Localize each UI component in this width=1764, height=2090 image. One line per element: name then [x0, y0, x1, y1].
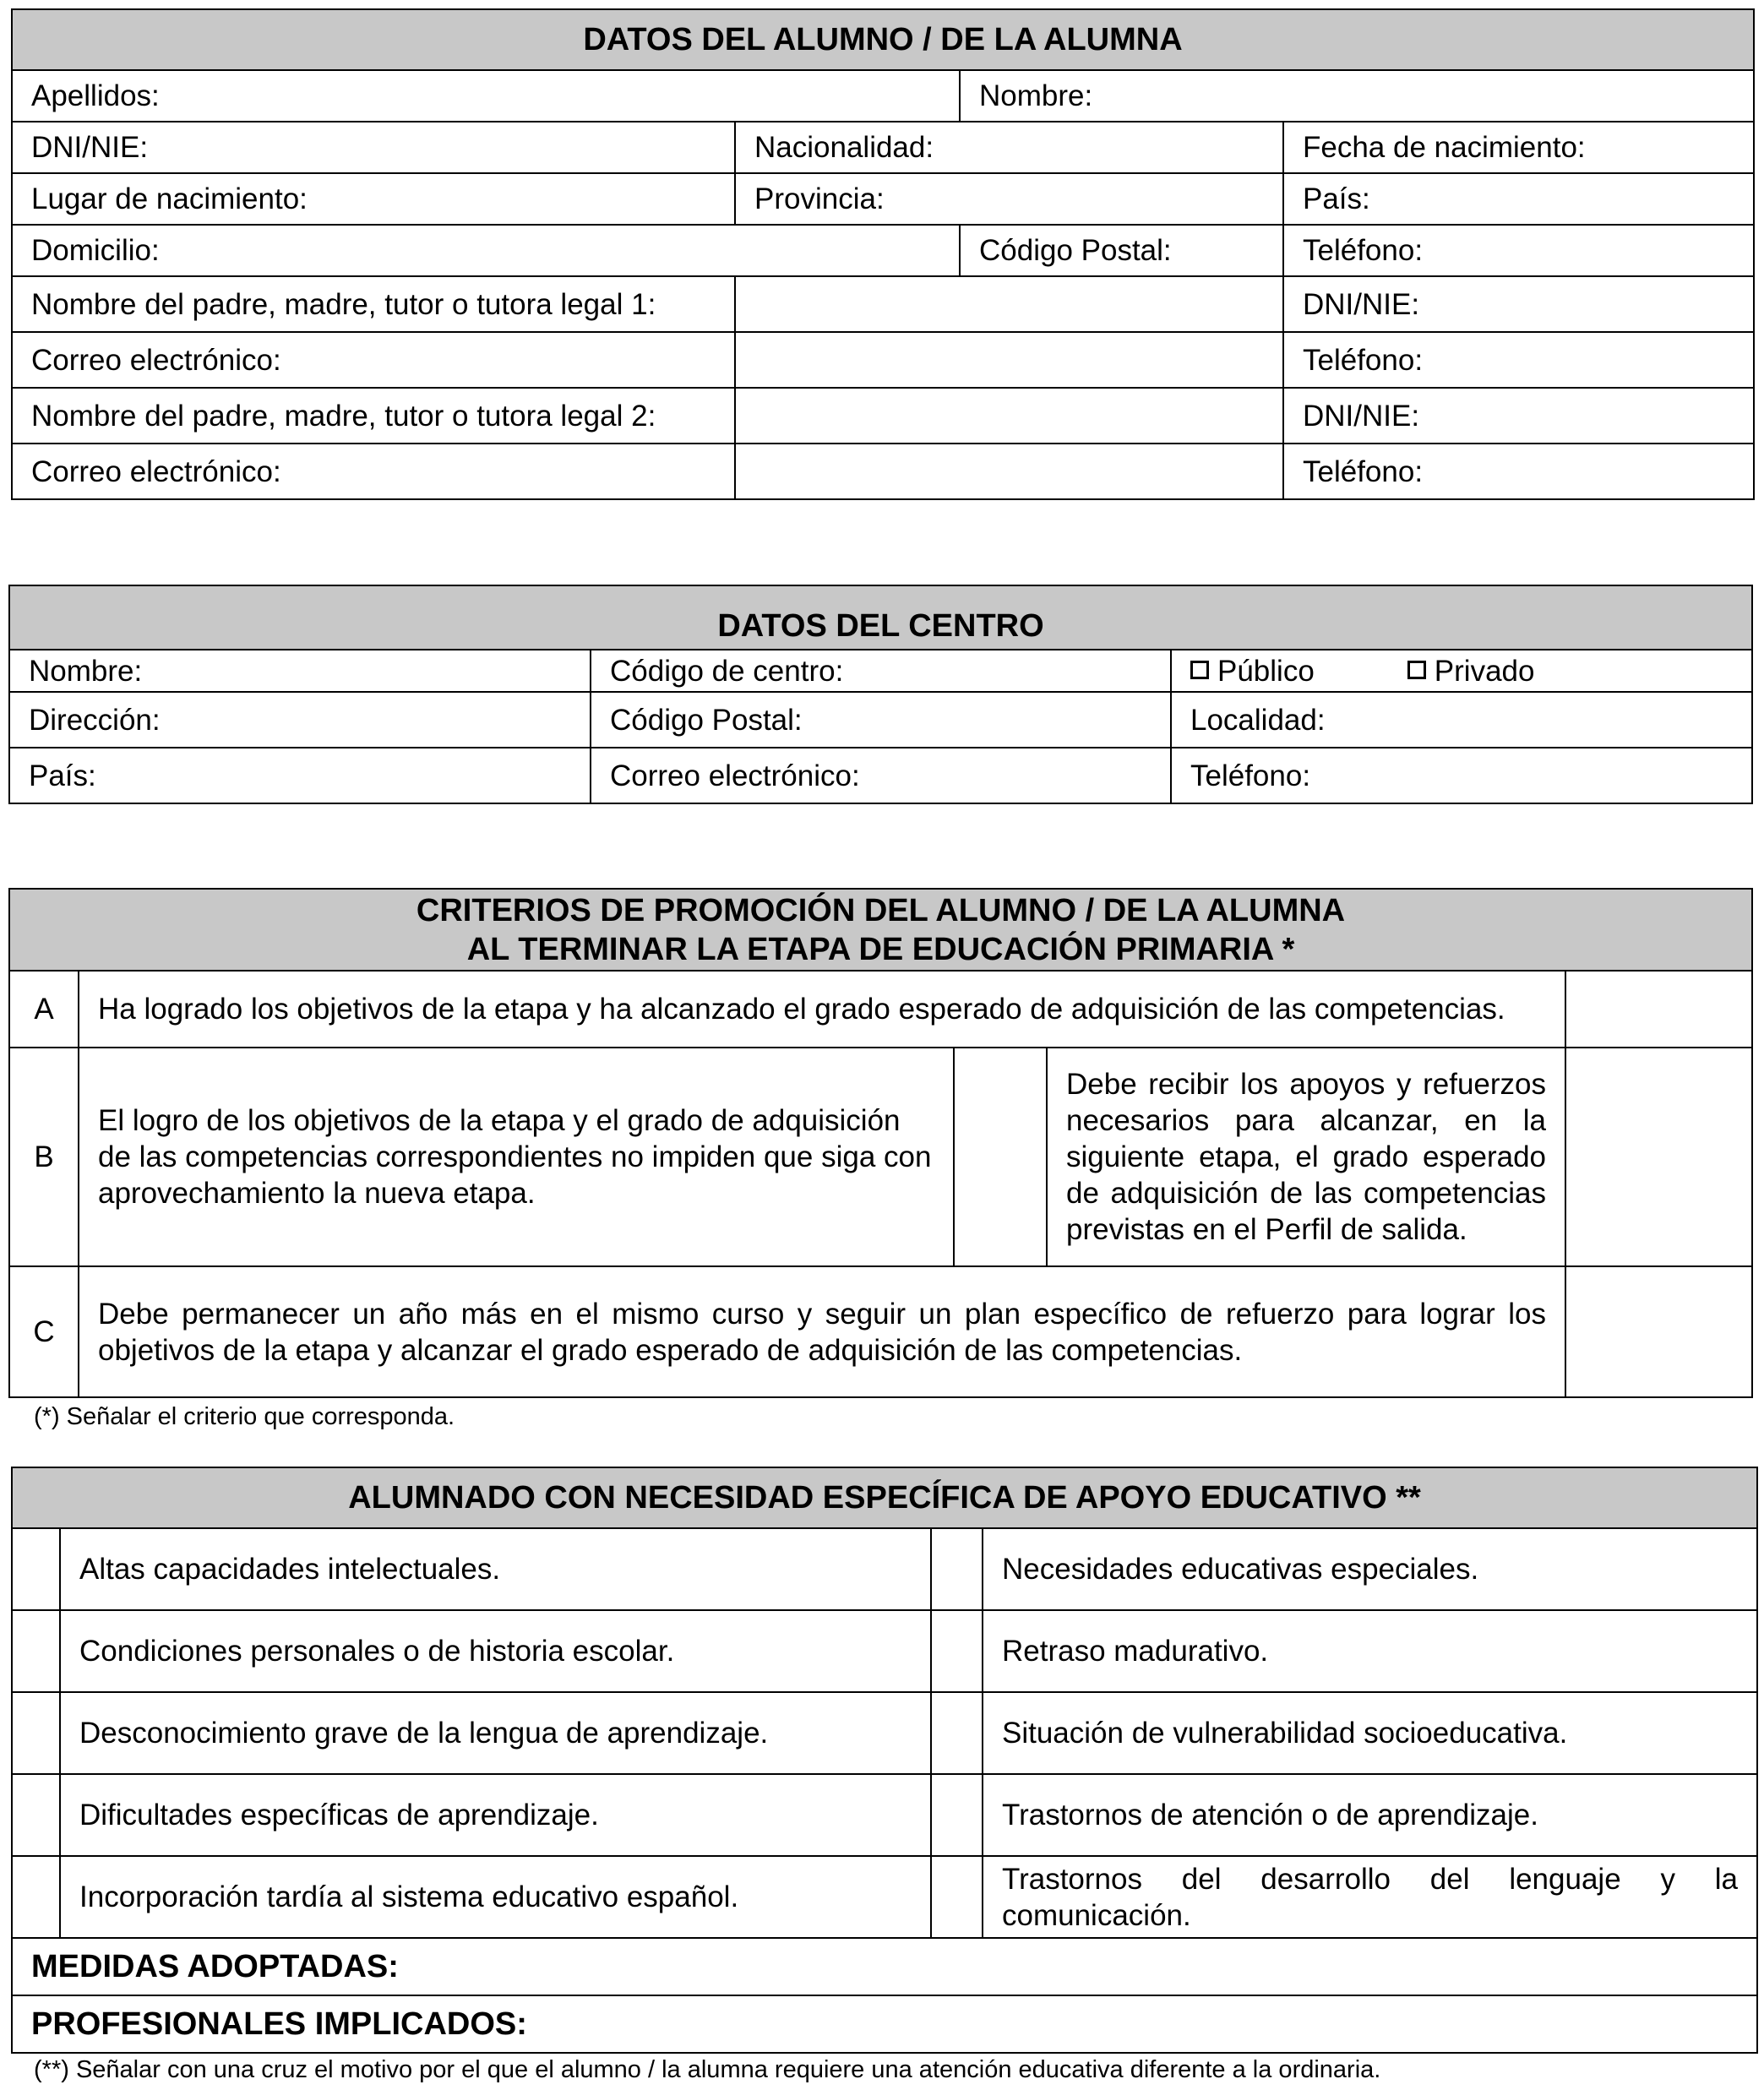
- tutor1-input[interactable]: [735, 276, 1283, 332]
- criterio-b-text: El logro de los objetivos de la etapa y el grado de adquisición de las competencias correspondientes no impiden que siga con aprovechamiento la nueva etapa.: [79, 1048, 954, 1266]
- criterio-c-checkbox[interactable]: [1565, 1266, 1752, 1397]
- apellidos-field[interactable]: Apellidos:: [12, 70, 960, 122]
- criterio-a-text: Ha logrado los objetivos de la etapa y ha alcanzado el grado esperado de adquisición de las competencias.: [79, 971, 1565, 1048]
- criterio-b-support-checkbox[interactable]: [954, 1048, 1047, 1266]
- alumno-section-title: DATOS DEL ALUMNO / DE LA ALUMNA: [12, 9, 1754, 70]
- titularidad-cell: [1171, 650, 1752, 692]
- criterios-section-title: [9, 889, 1752, 971]
- privado-checkbox[interactable]: [1407, 661, 1426, 679]
- apoyo-table: [11, 1467, 1758, 2054]
- apoyo-section-title: ALUMNADO CON NECESIDAD ESPECÍFICA DE APOYO EDUCATIVO **: [12, 1467, 1757, 1528]
- localidad-field[interactable]: Localidad:: [1171, 692, 1752, 748]
- apoyo-checkbox-left-5[interactable]: [12, 1856, 60, 1938]
- apoyo-left-4: Dificultades específicas de aprendizaje.: [60, 1774, 931, 1856]
- fecha-nacimiento-field[interactable]: Fecha de nacimiento:: [1283, 122, 1754, 173]
- apoyo-footnote: (**) Señalar con una cruz el motivo por el que el alumno / la alumna requiere una atención educativa diferente a la ordinaria.: [34, 2056, 1381, 2083]
- apoyo-checkbox-right-2[interactable]: [931, 1610, 983, 1692]
- publico-checkbox[interactable]: [1190, 661, 1209, 679]
- apoyo-checkbox-left-2[interactable]: [12, 1610, 60, 1692]
- tutor1-label: Nombre del padre, madre, tutor o tutora legal 1:: [12, 276, 735, 332]
- nacionalidad-field[interactable]: Nacionalidad:: [735, 122, 1283, 173]
- domicilio-field[interactable]: Domicilio:: [12, 225, 960, 276]
- apoyo-left-1: Altas capacidades intelectuales.: [60, 1528, 931, 1610]
- correo2-input[interactable]: [735, 444, 1283, 499]
- correo1-label: Correo electrónico:: [12, 332, 735, 388]
- apoyo-left-5: Incorporación tardía al sistema educativo español.: [60, 1856, 931, 1938]
- apoyo-right-3: Situación de vulnerabilidad socioeducativa.: [983, 1692, 1757, 1774]
- privado-label: Privado: [1434, 654, 1535, 688]
- tutor2-input[interactable]: [735, 388, 1283, 444]
- criterio-b-support-text: Debe recibir los apoyos y refuerzos necesarios para alcanzar, en la siguiente etapa, el grado esperado de adquisición de las competencias previstas en el Perfil de salida.: [1047, 1048, 1565, 1266]
- criterio-b-letter: B: [9, 1048, 79, 1266]
- profesionales-implicados-field[interactable]: PROFESIONALES IMPLICADOS:: [12, 1995, 1757, 2053]
- telefono1-field[interactable]: Teléfono:: [1283, 332, 1754, 388]
- apoyo-checkbox-right-5[interactable]: [931, 1856, 983, 1938]
- criterios-footnote: (*) Señalar el criterio que corresponda.: [34, 1403, 455, 1430]
- telefono-field[interactable]: Teléfono:: [1283, 225, 1754, 276]
- direccion-field[interactable]: Dirección:: [9, 692, 591, 748]
- alumno-table: [11, 8, 1755, 500]
- apoyo-checkbox-right-4[interactable]: [931, 1774, 983, 1856]
- codigo-postal-field[interactable]: Código Postal:: [960, 225, 1283, 276]
- pais-field[interactable]: País:: [1283, 173, 1754, 225]
- apoyo-right-5: Trastornos del desarrollo del lenguaje y la comunicación.: [983, 1856, 1757, 1938]
- centro-table: [8, 585, 1753, 804]
- telefono2-field[interactable]: Teléfono:: [1283, 444, 1754, 499]
- centro-telefono-field[interactable]: Teléfono:: [1171, 748, 1752, 803]
- criterios-table: [8, 888, 1753, 1398]
- apoyo-left-2: Condiciones personales o de historia escolar.: [60, 1610, 931, 1692]
- apoyo-left-3: Desconocimiento grave de la lengua de aprendizaje.: [60, 1692, 931, 1774]
- apoyo-checkbox-left-1[interactable]: [12, 1528, 60, 1610]
- apoyo-right-1: Necesidades educativas especiales.: [983, 1528, 1757, 1610]
- criterios-title-line2: AL TERMINAR LA ETAPA DE EDUCACIÓN PRIMARIA *: [466, 931, 1295, 967]
- apoyo-checkbox-right-1[interactable]: [931, 1528, 983, 1610]
- criterio-a-checkbox[interactable]: [1565, 971, 1752, 1048]
- correo1-input[interactable]: [735, 332, 1283, 388]
- codigo-centro-field[interactable]: Código de centro:: [591, 650, 1171, 692]
- apoyo-right-4: Trastornos de atención o de aprendizaje.: [983, 1774, 1757, 1856]
- lugar-nacimiento-field[interactable]: Lugar de nacimiento:: [12, 173, 735, 225]
- centro-nombre-field[interactable]: Nombre:: [9, 650, 591, 692]
- dni-field[interactable]: DNI/NIE:: [12, 122, 735, 173]
- criterio-b-checkbox[interactable]: [1565, 1048, 1752, 1266]
- correo2-label: Correo electrónico:: [12, 444, 735, 499]
- apoyo-checkbox-left-3[interactable]: [12, 1692, 60, 1774]
- tutor1-dni-field[interactable]: DNI/NIE:: [1283, 276, 1754, 332]
- tutor2-dni-field[interactable]: DNI/NIE:: [1283, 388, 1754, 444]
- apoyo-checkbox-left-4[interactable]: [12, 1774, 60, 1856]
- centro-section-title: DATOS DEL CENTRO: [9, 585, 1752, 650]
- tutor2-label: Nombre del padre, madre, tutor o tutora legal 2:: [12, 388, 735, 444]
- medidas-adoptadas-field[interactable]: MEDIDAS ADOPTADAS:: [12, 1938, 1757, 1995]
- centro-codigo-postal-field[interactable]: Código Postal:: [591, 692, 1171, 748]
- criterio-c-letter: C: [9, 1266, 79, 1397]
- apoyo-right-2: Retraso madurativo.: [983, 1610, 1757, 1692]
- criterio-a-letter: A: [9, 971, 79, 1048]
- nombre-field[interactable]: Nombre:: [960, 70, 1754, 122]
- criterios-title-line1: CRITERIOS DE PROMOCIÓN DEL ALUMNO / DE LA ALUMNA: [416, 892, 1346, 928]
- provincia-field[interactable]: Provincia:: [735, 173, 1283, 225]
- centro-pais-field[interactable]: País:: [9, 748, 591, 803]
- centro-correo-field[interactable]: Correo electrónico:: [591, 748, 1171, 803]
- criterio-c-text: Debe permanecer un año más en el mismo curso y seguir un plan específico de refuerzo para lograr los objetivos de la etapa y alcanzar el grado esperado de adquisición de las competencias.: [79, 1266, 1565, 1397]
- publico-label: Público: [1217, 654, 1315, 688]
- apoyo-checkbox-right-3[interactable]: [931, 1692, 983, 1774]
